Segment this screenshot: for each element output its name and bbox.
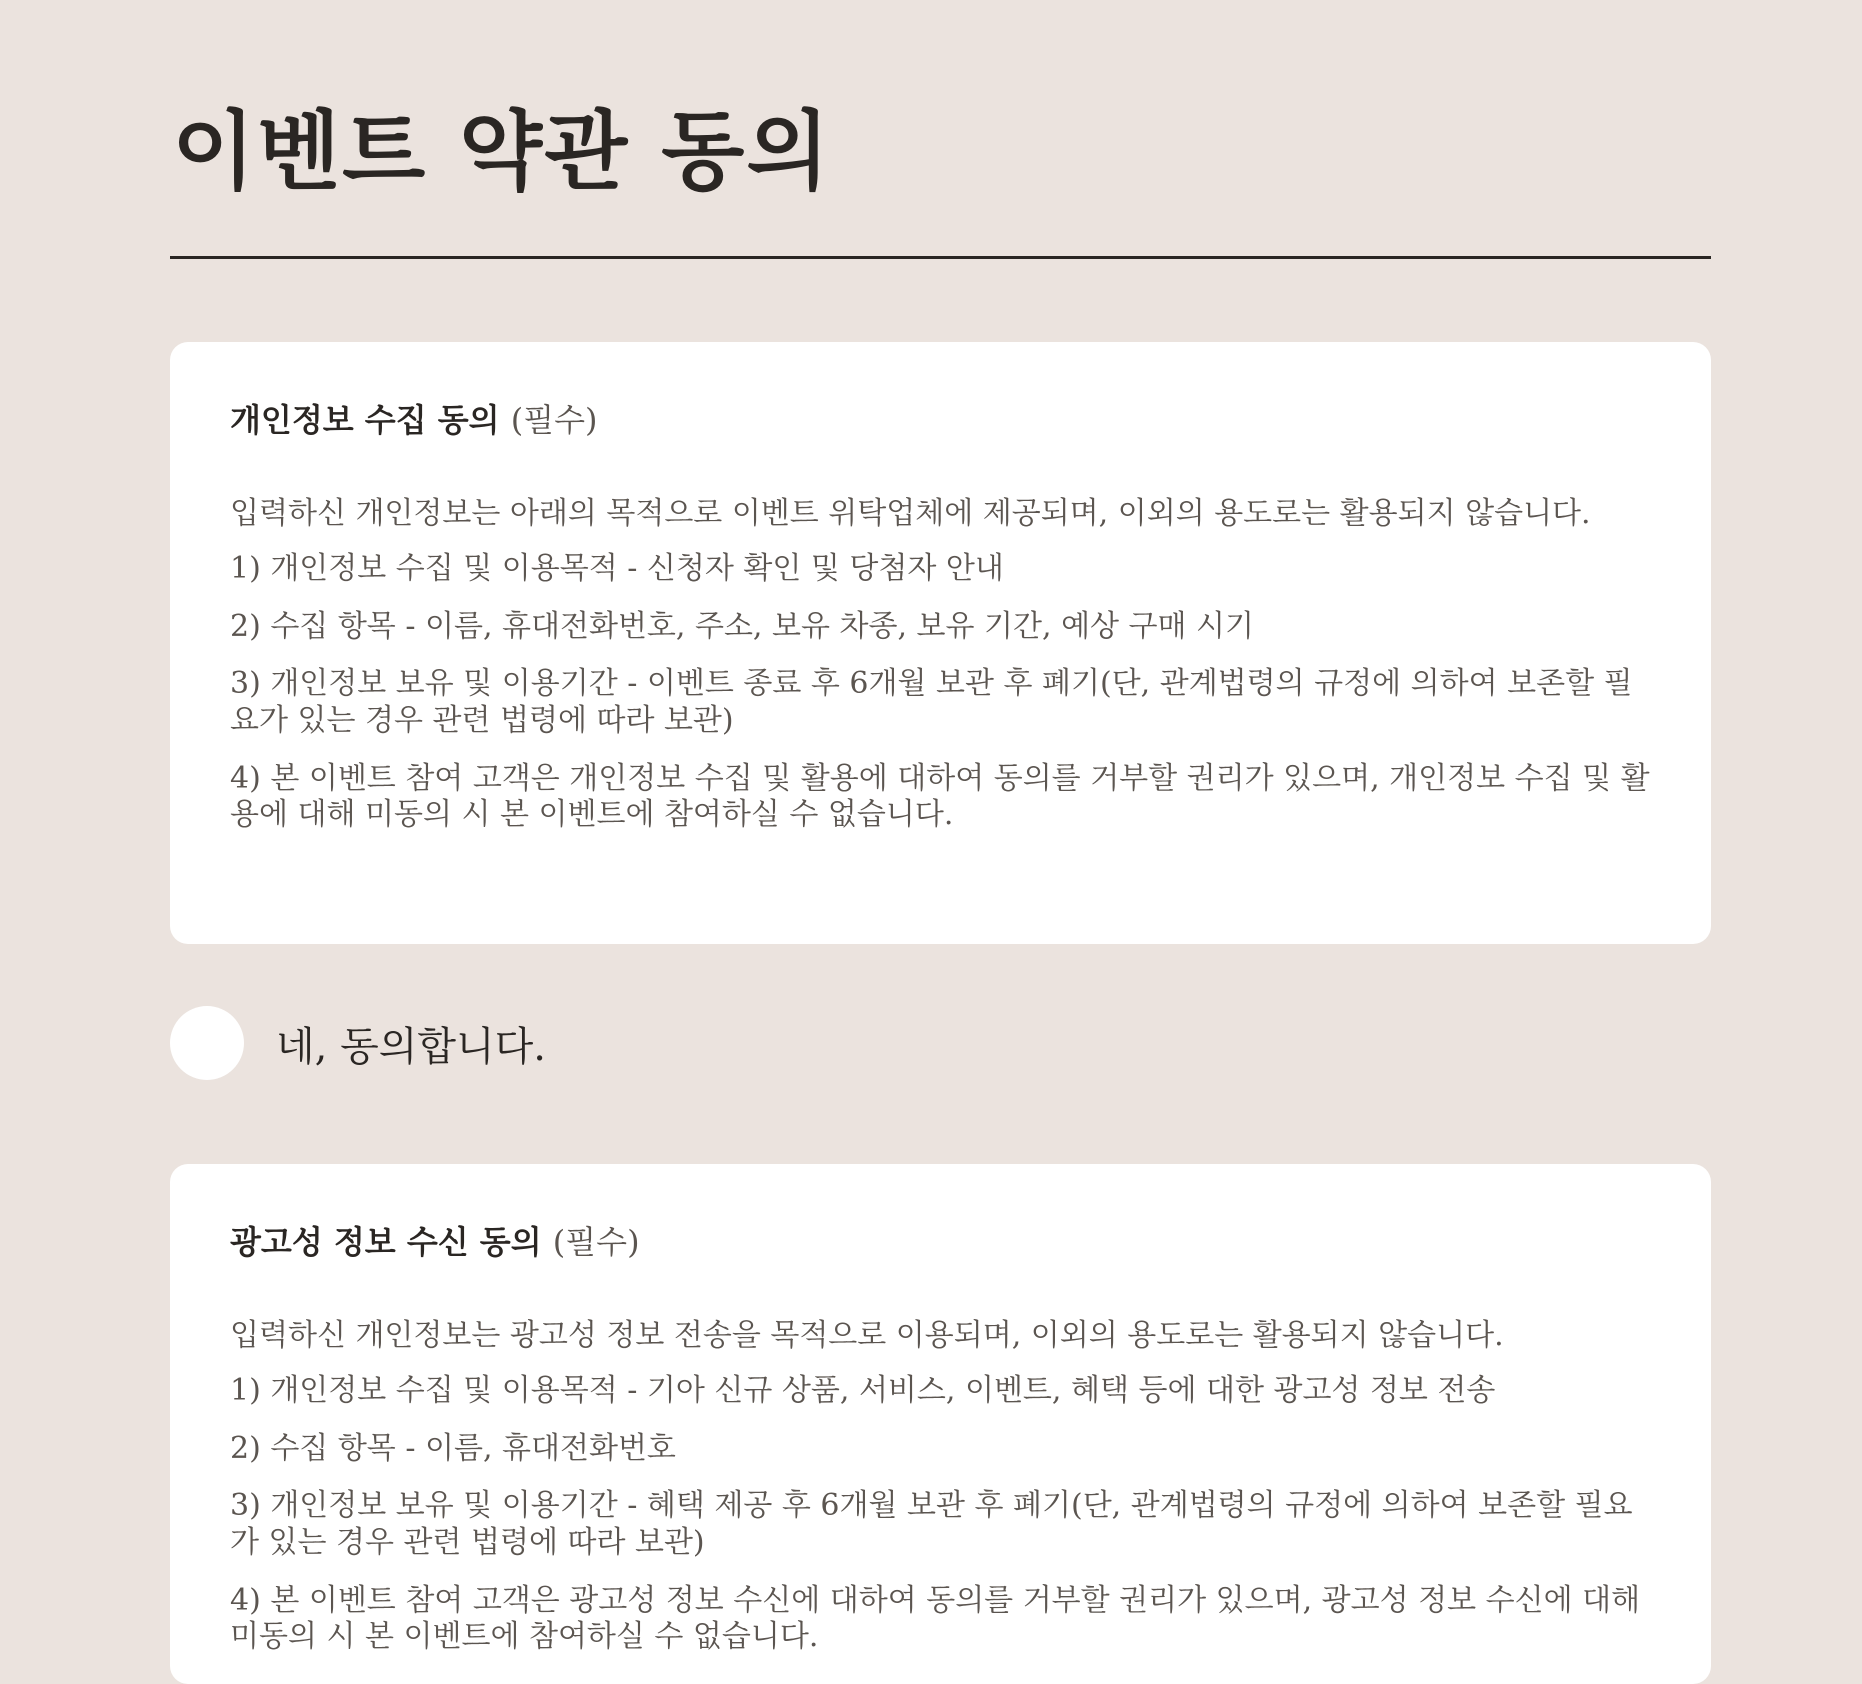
required-badge: (필수) — [510, 401, 598, 439]
section-title: 광고성 정보 수신 동의 — [230, 1223, 542, 1261]
agree-radio[interactable] — [170, 1006, 244, 1080]
terms-item: 3) 개인정보 보유 및 이용기간 - 혜택 제공 후 6개월 보관 후 폐기(단, 관계법령의 규정에 의하여 보존할 필요가 있는 경우 관련 법령에 따라 보관) — [230, 1488, 1633, 1560]
terms-item: 2) 수집 항목 - 이름, 휴대전화번호, 주소, 보유 차종, 보유 기간, 예상 구매 시기 — [230, 608, 1255, 644]
section-title: 개인정보 수집 동의 — [230, 401, 500, 439]
marketing-consent-terms — [170, 1164, 1711, 1684]
terms-item: 1) 개인정보 수집 및 이용목적 - 신청자 확인 및 당첨자 안내 — [230, 551, 1004, 587]
agree-label[interactable]: 네, 동의합니다. — [276, 1023, 546, 1070]
terms-body — [230, 1318, 1651, 1656]
privacy-collection-terms — [170, 342, 1711, 944]
terms-intro: 입력하신 개인정보는 아래의 목적으로 이벤트 위탁업체에 제공되며, 이외의 용도로는 활용되지 않습니다. — [230, 495, 1591, 531]
terms-item: 2) 수집 항목 - 이름, 휴대전화번호 — [230, 1430, 676, 1466]
section-heading — [230, 400, 1651, 442]
terms-item: 4) 본 이벤트 참여 고객은 광고성 정보 수신에 대하여 동의를 거부할 권리가 있으며, 광고성 정보 수신에 대해 미동의 시 본 이벤트에 참여하실 수 없습니다. — [230, 1582, 1641, 1655]
terms-body — [230, 496, 1651, 834]
required-badge: (필수) — [552, 1223, 640, 1261]
title-divider — [170, 256, 1711, 259]
agree-option[interactable] — [170, 1006, 546, 1080]
terms-item: 4) 본 이벤트 참여 고객은 개인정보 수집 및 활용에 대하여 동의를 거부할 권리가 있으며, 개인정보 수집 및 활용에 대해 미동의 시 본 이벤트에 참여하실 수 없습니다. — [230, 760, 1650, 833]
terms-item: 3) 개인정보 보유 및 이용기간 - 이벤트 종료 후 6개월 보관 후 폐기(단, 관계법령의 규정에 의하여 보존할 필요가 있는 경우 관련 법령에 따라 보관) — [230, 666, 1633, 738]
section-heading — [230, 1222, 1651, 1264]
terms-item: 1) 개인정보 수집 및 이용목적 - 기아 신규 상품, 서비스, 이벤트, 혜택 등에 대한 광고성 정보 전송 — [230, 1373, 1496, 1409]
page-title: 이벤트 약관 동의 — [172, 101, 832, 202]
terms-intro: 입력하신 개인정보는 광고성 정보 전송을 목적으로 이용되며, 이외의 용도로는 활용되지 않습니다. — [230, 1317, 1504, 1353]
